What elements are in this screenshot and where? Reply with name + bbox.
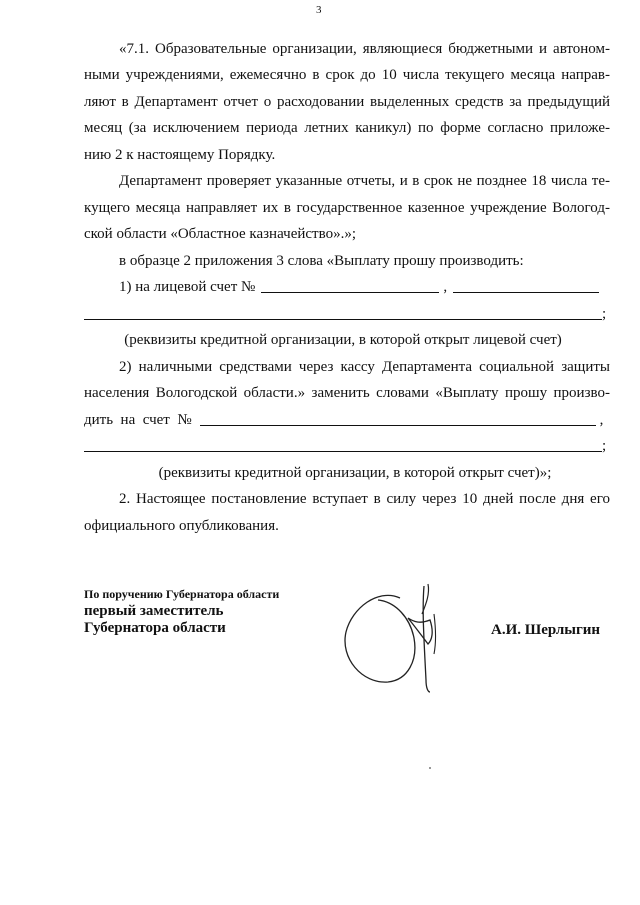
- caption-1: (реквизиты кредитной организации, в которой открыт лицевой счет): [124, 332, 562, 348]
- paragraph-1-line-5: нию 2 к настоящему Порядку.: [84, 147, 276, 163]
- item-2-line-1: 2) наличными средствами через кассу Департамента социальной защиты: [119, 359, 610, 375]
- bank-details-row-1: [84, 305, 610, 323]
- comma: ,: [443, 279, 448, 295]
- signatory-name: А.И. Шерлыгин: [491, 622, 601, 638]
- bank-details-row-2: [84, 437, 610, 455]
- paragraph-1-line-3: ляют в Департамент отчет о расходовании выделенных средств за предыдущий: [84, 94, 610, 110]
- signature-position-line-1: первый заместитель: [84, 603, 224, 619]
- item-2-account-row: [84, 411, 610, 429]
- paragraph-1-line-1: «7.1. Образовательные организации, являющиеся бюджетными и автоном-: [119, 41, 610, 57]
- paragraph-4-line-2: официального опубликования.: [84, 518, 279, 534]
- item-1-label: 1) на лицевой счет №: [119, 279, 256, 295]
- semicolon: ;: [602, 306, 607, 322]
- semicolon-2: ;: [602, 438, 607, 454]
- signature-position-line-2: Губернатора области: [84, 620, 226, 636]
- item-2-line-2: населения Вологодской области.» заменить словами «Выплату прошу произво-: [84, 385, 610, 401]
- account-number-blank: [261, 278, 439, 293]
- page-speck: [429, 767, 431, 769]
- account-number-blank-2: [453, 278, 599, 293]
- paragraph-2-line-3: ской области «Областное казначейство».»;: [84, 226, 356, 242]
- account-number-blank-3: [200, 411, 596, 426]
- page-number: 3: [316, 4, 322, 16]
- comma-2: ,: [599, 412, 604, 428]
- bank-details-blank: [84, 305, 602, 320]
- caption-2: (реквизиты кредитной организации, в которой открыт счет)»;: [158, 465, 552, 481]
- paragraph-2-line-1: Департамент проверяет указанные отчеты, и в срок не позднее 18 числа те-: [119, 173, 610, 189]
- signature-authority-line: По поручению Губернатора области: [84, 587, 280, 601]
- paragraph-2-line-2: кущего месяца направляет их в государственное казенное учреждение Вологод-: [84, 200, 610, 216]
- paragraph-4-line-1: 2. Настоящее постановление вступает в силу через 10 дней после дня его: [119, 491, 610, 507]
- paragraph-1-line-4: месяц (за исключением периода летних каникул) по форме согласно приложе-: [84, 120, 610, 136]
- item-1-row: [119, 278, 610, 296]
- paragraph-3: в образце 2 приложения 3 слова «Выплату прошу производить:: [119, 253, 524, 269]
- handwritten-signature: [338, 580, 448, 695]
- bank-details-blank-2: [84, 437, 602, 452]
- paragraph-1-line-2: ными учреждениями, ежемесячно в срок до 10 числа текущего месяца направ-: [84, 67, 610, 83]
- item-2-label: дить на счет №: [84, 412, 192, 428]
